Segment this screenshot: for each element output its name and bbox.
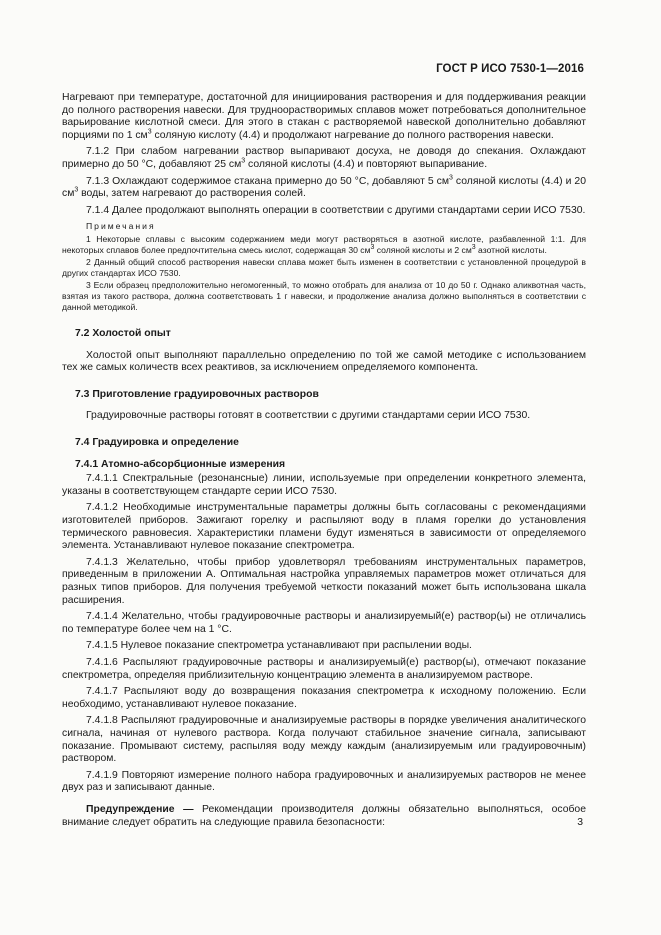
- section-7-4-heading: 7.4 Градуировка и определение: [75, 437, 239, 449]
- clause-7-4-1-4: 7.4.1.4 Желательно, чтобы градуировочные растворы и анализируемый(е) раствор(ы) не отличались по температуре более чем на 1 °С.: [62, 611, 586, 635]
- document-header: ГОСТ Р ИСО 7530-1—2016: [436, 63, 584, 75]
- clause-7-4-1-6: 7.4.1.6 Распыляют градуировочные растворы и анализируемый(е) раствор(ы), отмечают показание спектрометра, определяя приблизительную концентрацию элемента в анализируемом растворе.: [62, 656, 586, 681]
- section-7-4-1-heading: 7.4.1 Атомно-абсорбционные измерения: [75, 458, 286, 470]
- note-2: 2 Данный общий способ растворения навески сплава может быть изменен в соответствии с установленной процедурой в других стандартах ИСО 7530.: [62, 257, 586, 278]
- document-body: [62, 92, 586, 833]
- clause-7-4-1-7: 7.4.1.7 Распыляют воду до возвращения показания спектрометра к исходному положению. Если необходимо, устанавливают нулевое показание.: [62, 686, 586, 710]
- clause-7-1-4: 7.1.4 Далее продолжают выполнять операции в соответствии с другими стандартами серии ИСО 7530.: [86, 204, 586, 216]
- note-1: 1 Некоторые сплавы с высоким содержанием меди могут растворяться в азотной кислоте, разбавленной 1:1. Для некоторых сплавов более предпочтительна смесь кислот, содержащая 30 $см^3$ соляной кислоты и 2 $см^3$ азотной кислоты.: [62, 233, 586, 255]
- section-7-3-heading: 7.3 Приготовление градуировочных растворов: [75, 388, 319, 400]
- page-number: 3: [577, 817, 583, 828]
- intro-paragraph: Нагревают при температуре, достаточной для инициирования растворения и для поддерживания реакции до полного растворения навески. Для трудноорастворимых сплавов может потребоваться дополнительное варьирование кислотной смеси. Для этого в стакан с растворяемой навеской дополнительно добавляют порциями по 1 $см^3$ соляную кислоту (4.4) и продолжают нагревание до полного растворения навески.: [62, 92, 586, 141]
- note-3: 3 Если образец предположительно негомогенный, то можно отобрать для анализа от 10 до 50 г. Однако аликвотная часть, взятая из такого раствора, должна соответствовать 1 г навески, и продолжение анализа должно выполняться в соответствии с данной методикой.: [62, 280, 586, 312]
- section-7-2-text: Холостой опыт выполняют параллельно определению по той же самой методике с использованием тех же самых количеств всех реактивов, за исключением определяемого компонента.: [62, 349, 586, 374]
- clause-7-1-3: 7.1.3 Охлаждают содержимое стакана примерно до 50 °С, добавляют 5 $см^3$ соляной кислоты (4.4) и 20 $см^3$ воды, затем нагревают до растворения солей.: [62, 174, 586, 200]
- notes-block: [62, 221, 586, 312]
- clause-7-4-1-2: 7.4.1.2 Необходимые инструментальные параметры должны быть согласованы с рекомендациями изготовителей приборов. Зажигают горелку и распыляют воду в пламя горелки до установления термического равновесия. Характеристики пламени будут изменяться в зависимости от определяемого элемента. Устанавливают нулевое показание спектрометра.: [62, 502, 586, 552]
- warning-label: Предупреждение —: [86, 803, 194, 815]
- clause-7-4-1-1: 7.4.1.1 Спектральные (резонансные) линии, используемые при определении конкретного элемента, указаны в соответствующем стандарте серии ИСО 7530.: [62, 473, 586, 497]
- notes-title: Примечания: [86, 221, 156, 232]
- clause-7-4-1-5: 7.4.1.5 Нулевое показание спектрометра устанавливают при распылении воды.: [86, 640, 472, 652]
- clause-7-4-1-9: 7.4.1.9 Повторяют измерение полного набора градуировочных и анализируемых растворов не менее двух раз и записывают данные.: [62, 769, 586, 794]
- clause-7-4-1-3: 7.4.1.3 Желательно, чтобы прибор удовлетворял требованиям инструментальных параметров, приведенным в приложении А. Оптимальная настройка управляемых параметров может отличаться для разных типов приборов. Для получения требуемой четкости показаний может быть использована шкала расширения.: [62, 556, 586, 606]
- clause-7-1-2: 7.1.2 При слабом нагревании раствор выпаривают досуха, не доводя до спекания. Охлаждают примерно до 50 °С, добавляют 25 $см^3$ соляной кислоты (4.4) и повторяют выпаривание.: [62, 146, 586, 170]
- warning-paragraph: Предупреждение — Рекомендации производителя должны обязательно выполняться, особое внимание следует обратить на следующие правила безопасности:: [62, 803, 586, 828]
- section-7-2-heading: 7.2 Холостой опыт: [75, 328, 171, 340]
- section-7-3-text: Градуировочные растворы готовят в соответствии с другими стандартами серии ИСО 7530.: [86, 410, 531, 422]
- clause-7-4-1-8: 7.4.1.8 Распыляют градуировочные и анализируемые растворы в порядке увеличения аналитического сигнала, начиная от нулевого раствора. Когда получают стабильное значение сигнала, записывают показание. Промывают систему, распыляя воду между каждым (анализируемым или градуировочным) раствором.: [62, 715, 586, 765]
